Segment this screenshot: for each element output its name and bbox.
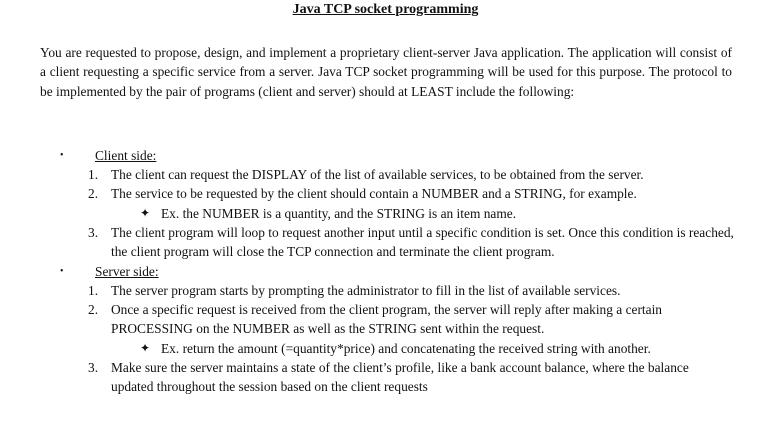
server-side-heading: Server side:	[95, 264, 159, 279]
client-item-3-number: 3.	[88, 225, 99, 240]
server-item-1-text: The server program starts by prompting the administrator to fill in the list of available services.	[111, 283, 621, 298]
server-example-text: Ex. return the amount (=quantity*price) and concatenating the received string with another.	[161, 341, 651, 356]
server-item-1-number: 1.	[88, 283, 99, 298]
client-item-2-text: The service to be requested by the client should contain a NUMBER and a STRING, for example.	[111, 186, 637, 201]
intro-paragraph: You are requested to propose, design, and implement a proprietary client-server Java application. The application will consist of a client requesting a specific service from a server. Java TCP socket programming will be used for this purpose. The protocol to be implemented by the pair of programs (client and server) should at LEAST include the following:	[40, 45, 732, 99]
server-item-2-number: 2.	[88, 302, 99, 317]
client-item-1-number: 1.	[88, 167, 99, 182]
client-item-1-text: The client can request the DISPLAY of the list of available services, to be obtained from the server.	[111, 167, 644, 182]
diamond-bullet-icon: ✦	[140, 206, 151, 220]
client-example-text: Ex. the NUMBER is a quantity, and the STRING is an item name.	[161, 206, 517, 221]
server-item-2-text: Once a specific request is received from the client program, the server will reply after making a certain PROCESSING on the NUMBER as well as the STRING sent within the request.	[111, 302, 663, 337]
server-item-3-text: Make sure the server maintains a state of the client’s profile, like a bank account balance, where the balance updated throughout the session based on the client requests	[111, 360, 689, 395]
bullet-icon: •	[60, 266, 64, 277]
client-item-2-number: 2.	[88, 186, 99, 201]
client-item-3-text: The client program will loop to request another input until a specific condition is set. Once this condition is reached, the client program will close the TCP connection and terminate the client program.	[111, 225, 734, 260]
diamond-bullet-icon: ✦	[140, 341, 151, 355]
server-item-3-number: 3.	[88, 360, 99, 375]
document-title: Java TCP socket programming	[292, 2, 479, 17]
bullet-icon: •	[60, 150, 64, 161]
client-side-heading: Client side:	[95, 148, 157, 163]
